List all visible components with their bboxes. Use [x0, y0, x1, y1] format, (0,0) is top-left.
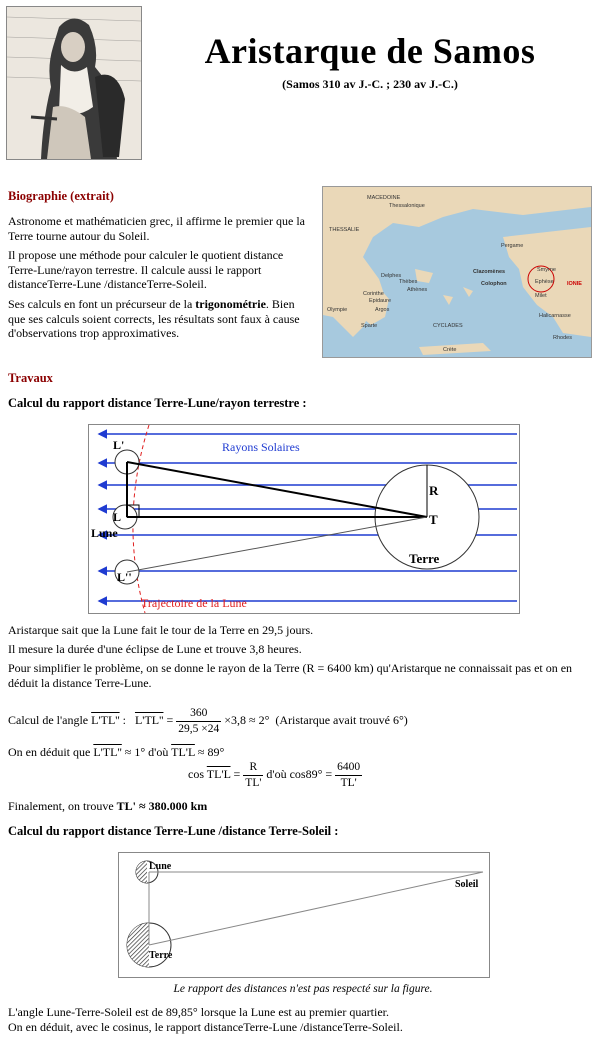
- formula-3-den-1: TL': [245, 776, 262, 789]
- figure-sun-moon-diagram: [118, 852, 490, 978]
- map-label-6: Athènes: [407, 287, 428, 293]
- final-prefix: Finalement, on trouve: [8, 799, 117, 813]
- formula-3-mid: d'où cos89° =: [266, 766, 333, 781]
- label-terre: Terre: [409, 551, 440, 566]
- formula-deduction-line: [8, 745, 224, 760]
- page-title: Aristarque de Samos: [204, 31, 536, 71]
- formula-3-angle: TL'L: [206, 766, 231, 781]
- map-label-11: Olympie: [327, 307, 348, 313]
- map-label-2: THESSALIE: [329, 227, 360, 233]
- map-label-4: Delphes: [381, 273, 402, 279]
- map-label-13: Clazomènes: [473, 269, 506, 275]
- formula-1-numerator: 360: [176, 706, 221, 722]
- label-l: L: [113, 510, 122, 524]
- formula-1-note: (Aristarque avait trouvé 6°): [275, 712, 408, 727]
- formula-2-mid: ≈ 1° d'où: [124, 745, 169, 759]
- label-rayons-solaires: Rayons Solaires: [222, 440, 300, 454]
- map-label-15: Smyrne: [537, 267, 556, 273]
- travaux-heading: Travaux: [8, 371, 53, 385]
- label-l1: L': [113, 438, 125, 452]
- travaux-paragraph-4: L'angle Lune-Terre-Soleil est de 89,85° lorsque la Lune est au premier quartier.: [8, 1005, 389, 1019]
- biography-heading: Biographie (extrait): [8, 189, 114, 203]
- formula-2-end: ≈ 89°: [197, 745, 225, 759]
- biography-paragraph-2: Il propose une méthode pour calculer le quotient distance Terre-Lune/rayon terrestre. Il calcule aussi le rapport distanceTerre-Lune /distanceTerre-Soleil.: [8, 248, 284, 291]
- map-label-7: Corinthe: [363, 291, 384, 297]
- map-label-20: Rhodes: [553, 335, 572, 341]
- formula-3-eq: =: [233, 766, 241, 781]
- biography-p3-after: . Bien que ses calculs soient corrects, les résultats sont faux à cause d'observations trop approximatives.: [8, 297, 300, 340]
- map-label-9: Argos: [375, 307, 390, 313]
- page-subtitle: (Samos 310 av J.-C. ; 230 av J.-C.): [282, 77, 458, 91]
- biography-paragraph-1: Astronome et mathématicien grec, il affirme le premier que la Terre tourne autour du Soleil.: [8, 214, 305, 243]
- map-label-16: Ephèse: [535, 279, 554, 285]
- final-result: TL' ≈ 380.000 km: [116, 799, 208, 813]
- line-l2-t: [127, 517, 427, 572]
- formula-3-fraction-1: [243, 760, 263, 790]
- travaux-paragraph-5: On en déduit, avec le cosinus, le rapport distanceTerre-Lune /distanceTerre-Soleil.: [8, 1020, 403, 1034]
- map-label-3: Pergame: [501, 243, 524, 249]
- line-terre-soleil: [149, 872, 483, 945]
- biography-p3-bold: trigonométrie: [195, 297, 266, 311]
- formula-1-prefix: Calcul de l'angle: [8, 712, 89, 727]
- formula-2-prefix: On en déduit que: [8, 745, 91, 759]
- label-terre-2: Terre: [149, 950, 173, 961]
- earth-shadow: [127, 923, 149, 967]
- label-r: R: [429, 483, 439, 498]
- travaux-paragraph-3: Pour simplifier le problème, on se donne le rayon de la Terre (R = 6400 km) qu'Aristarque ne connaissait pas et on en déduit la distance Terre-Lune.: [8, 661, 573, 690]
- figure-eclipse-diagram: [88, 424, 520, 614]
- formula-angle-line: Calcul de l'angle L'TL'' : L'TL'' = $\frac{360}{29,5 \times 24}$ ×3,8 ≈ 2° (Aristarque avait trouvé 6°): [8, 707, 408, 735]
- map-label-17: Milet: [535, 293, 547, 299]
- formula-3-fraction-2: [335, 760, 362, 790]
- label-l2: L'': [117, 570, 132, 584]
- final-result-line: [8, 799, 207, 814]
- travaux-paragraph-2: Il mesure la durée d'une éclipse de Lune et trouve 3,8 heures.: [8, 642, 302, 656]
- map-label-19: Halicarnasse: [539, 313, 571, 319]
- map-label-14: Colophon: [481, 281, 507, 287]
- formula-2-angle: L'TL'': [93, 745, 122, 759]
- label-t: T: [429, 512, 438, 527]
- formula-3-num-2: 6400: [335, 760, 362, 776]
- map-label-5: Thèbes: [399, 279, 418, 285]
- moon-shadow: [136, 861, 147, 883]
- travaux-paragraph-1: Aristarque sait que la Lune fait le tour de la Terre en 29,5 jours.: [8, 623, 314, 637]
- travaux-subheading-1: Calcul du rapport distance Terre-Lune/rayon terrestre :: [8, 396, 307, 410]
- formula-1-angle-repeat: L'TL'': [134, 712, 164, 727]
- map-label-10: Sparte: [361, 323, 378, 329]
- biography-p3-before: Ses calculs en font un précurseur de la: [8, 297, 196, 311]
- formula-1-denominator: 29,5 ×24: [178, 722, 220, 735]
- map-label-18: IONIE: [567, 281, 582, 287]
- map-label-1: Thessalonique: [389, 203, 425, 209]
- formula-cos-line: [188, 760, 362, 790]
- map-label-8: Epidaure: [369, 298, 392, 304]
- travaux-subheading-2: Calcul du rapport distance Terre-Lune /distance Terre-Soleil :: [8, 824, 339, 838]
- formula-3-num-1: R: [243, 760, 263, 776]
- formula-3-cos: cos: [188, 766, 204, 781]
- figure-caption: Le rapport des distances n'est pas respecté sur la figure.: [173, 983, 433, 995]
- formula-1-angle: L'TL'': [91, 712, 120, 727]
- map-label-0: MACEDOINE: [367, 195, 401, 201]
- portrait-image: [6, 6, 142, 160]
- label-soleil: Soleil: [455, 879, 479, 890]
- formula-2-angle-2: TL'L: [171, 745, 195, 759]
- greece-map: [322, 186, 592, 358]
- map-label-21: Crète: [443, 347, 457, 353]
- map-label-12: CYCLADES: [433, 323, 463, 329]
- biography-paragraph-3: [8, 297, 308, 341]
- formula-1-colon: :: [119, 712, 126, 727]
- label-trajectoire: Trajectoire de la Lune: [141, 596, 247, 610]
- label-lune: Lune: [91, 526, 118, 540]
- formula-1-fraction: [176, 706, 221, 736]
- label-lune-2: Lune: [149, 861, 172, 872]
- formula-1-rest: ×3,8 ≈ 2°: [224, 712, 270, 727]
- formula-3-den-2: TL': [340, 776, 357, 789]
